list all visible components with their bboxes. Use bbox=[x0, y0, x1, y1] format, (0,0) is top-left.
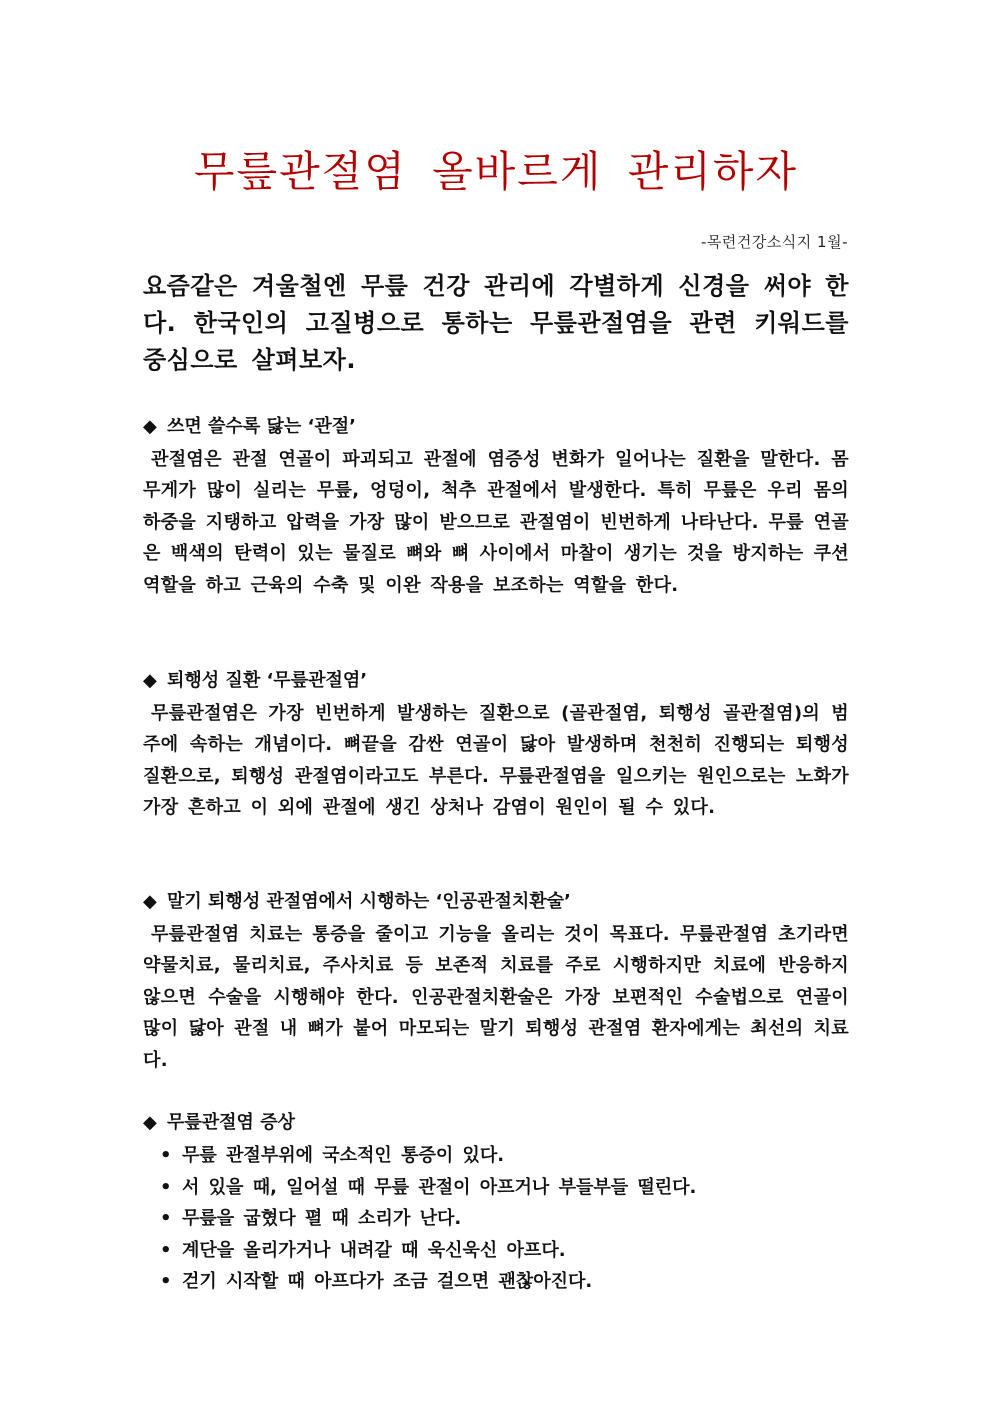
bullet-icon: • bbox=[160, 1271, 172, 1292]
bullet-icon: • bbox=[160, 1239, 172, 1261]
section-joint-wear bbox=[143, 412, 849, 601]
symptom-list bbox=[143, 1140, 849, 1298]
section-heading-text: 쓰면 쓸수록 닳는 ‘관절’ bbox=[167, 416, 356, 437]
list-item-text: 서 있을 때, 일어설 때 무릎 관절이 아프거나 부들부들 떨린다. bbox=[182, 1176, 697, 1198]
diamond-icon: ◆ bbox=[143, 670, 157, 691]
list-item-text: 무릎 관절부위에 국소적인 통증이 있다. bbox=[182, 1145, 505, 1166]
section-heading-text: 퇴행성 질환 ‘무릎관절염’ bbox=[167, 670, 368, 691]
section-heading bbox=[143, 412, 849, 442]
bullet-icon: • bbox=[160, 1208, 172, 1229]
section-heading-text: 말기 퇴행성 관절염에서 시행하는 ‘인공관절치환술’ bbox=[167, 891, 571, 912]
document-title: 무릎관절염 올바르게 관리하자 bbox=[193, 147, 799, 196]
section-heading bbox=[143, 666, 849, 696]
list-item-text: 걷기 시작할 때 아프다가 조금 걸으면 괜찮아진다. bbox=[182, 1271, 593, 1292]
section-heading bbox=[143, 1108, 849, 1138]
list-item bbox=[160, 1140, 849, 1172]
diamond-icon: ◆ bbox=[143, 1112, 157, 1133]
section-degenerative bbox=[143, 666, 849, 824]
section-joint-replacement bbox=[143, 887, 849, 1076]
list-item bbox=[160, 1203, 849, 1235]
section-body: 무릎관절염은 가장 빈번하게 발생하는 질환으로 (골관절염, 퇴행성 골관절염)의 범주에 속하는 개념이다. 뼈끝을 감싼 연골이 닳아 발생하며 천천히 진행되는 퇴행성 질환으로, 퇴행성 관절염이라고도 부른다. 무릎관절염을 일으키는 원인으로는 노화가 가장 흔하고 이 외에 관절에 생긴 상처나 감염이 원인이 될 수 있다. bbox=[143, 703, 849, 819]
diamond-icon: ◆ bbox=[143, 891, 157, 912]
section-body: 무릎관절염 치료는 통증을 줄이고 기능을 올리는 것이 목표다. 무릎관절염 초기라면 약물치료, 물리치료, 주사치료 등 보존적 치료를 주로 시행하지만 치료에 반응하지 않으면 수술을 시행해야 한다. 인공관절치환술은 가장 보편적인 수술법으로 연골이 많이 닳아 관절 내 뼈가 붙어 마모되는 말기 퇴행성 관절염 환자에게는 최선의 치료다. bbox=[143, 924, 849, 1071]
diamond-icon: ◆ bbox=[143, 416, 157, 437]
section-body: 관절염은 관절 연골이 파괴되고 관절에 염증성 변화가 일어나는 질환을 말한다. 몸무게가 많이 실리는 무릎, 엉덩이, 척추 관절에서 발생한다. 특히 무릎은 우리 몸의 하중을 지탱하고 압력을 가장 많이 받으므로 관절염이 빈번하게 나타난다. 무릎 연골은 백색의 탄력이 있는 물질로 뼈와 뼈 사이에서 마찰이 생기는 것을 방지하는 쿠션 역할을 하고 근육의 수축 및 이완 작용을 보조하는 역할을 한다. bbox=[143, 449, 849, 596]
list-item-text: 무릎을 굽혔다 펼 때 소리가 난다. bbox=[182, 1208, 462, 1229]
source-label: -목련건강소식지 1월- bbox=[700, 233, 848, 251]
bullet-icon: • bbox=[160, 1145, 172, 1166]
list-item bbox=[160, 1172, 849, 1204]
section-heading-text: 무릎관절염 증상 bbox=[167, 1112, 295, 1133]
bullet-icon: • bbox=[160, 1176, 172, 1198]
intro-paragraph: 요즘같은 겨울철엔 무릎 건강 관리에 각별하게 신경을 써야 한다. 한국인의 고질병으로 통하는 무릎관절염을 관련 키워드를 중심으로 살펴보자. bbox=[143, 272, 849, 374]
section-heading bbox=[143, 887, 849, 917]
list-item bbox=[160, 1235, 849, 1267]
list-item bbox=[160, 1266, 849, 1298]
list-item-text: 계단을 올리가거나 내려갈 때 욱신욱신 아프다. bbox=[182, 1239, 566, 1261]
section-symptoms bbox=[143, 1108, 849, 1298]
